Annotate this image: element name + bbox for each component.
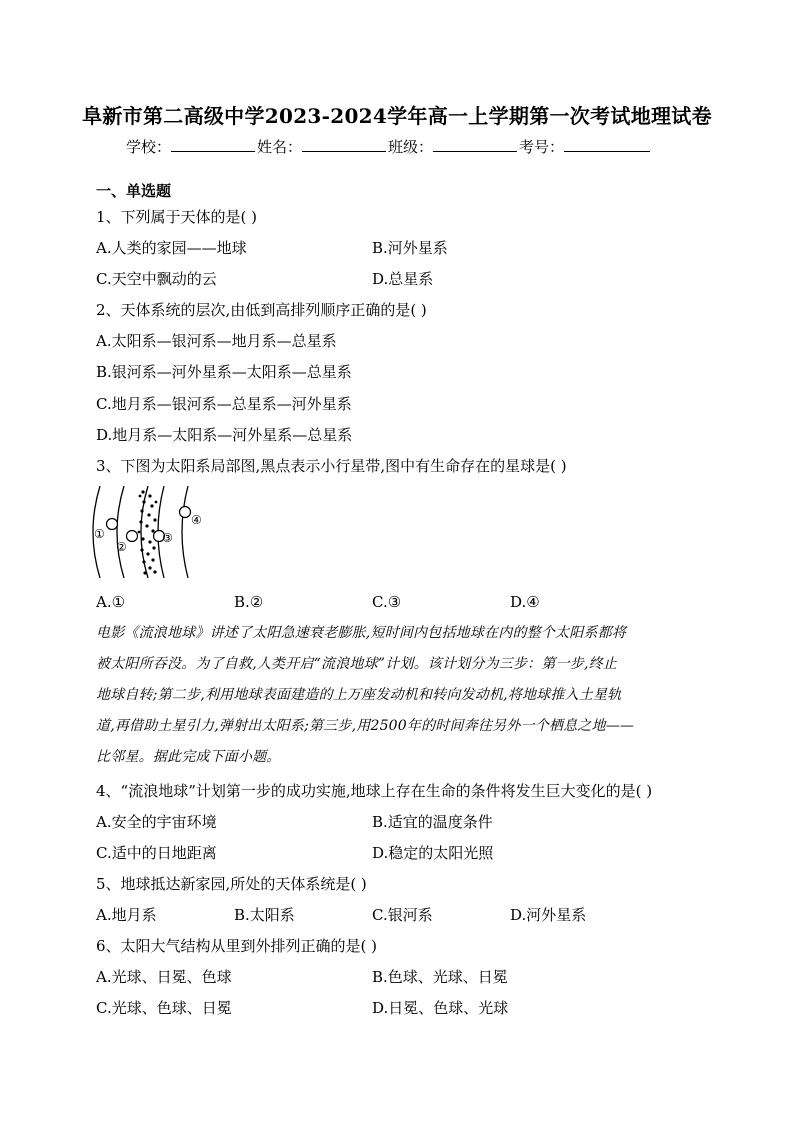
planet-2 [127, 531, 138, 542]
question-5-option-d: D.河外星系 [510, 906, 587, 924]
question-1-option-d: D.总星系 [372, 270, 434, 288]
question-4-option-d: D.稳定的太阳光照 [372, 844, 494, 862]
question-3-option-c: C.③ [372, 593, 402, 611]
question-4-stem: 4、“流浪地球”计划第一步的成功实施,地球上存在生命的条件将发生巨大变化的是( ) [96, 782, 653, 800]
question-1-option-a: A.人类的家园——地球 [96, 239, 247, 257]
question-6-option-b: B.色球、光球、日冕 [372, 968, 508, 986]
planet-1 [107, 519, 118, 530]
question-5-stem: 5、地球抵达新家园,所处的天体系统是( ) [96, 875, 367, 893]
question-6-option-d: D.日冕、色球、光球 [372, 999, 509, 1017]
question-3-option-b: B.② [234, 593, 264, 611]
label-4: ④ [191, 513, 202, 527]
question-2-stem: 2、天体系统的层次,由低到高排列顺序正确的是( ) [96, 301, 427, 319]
question-5-option-b: B.太阳系 [234, 906, 295, 924]
number-label: 考号： [519, 138, 565, 156]
question-4-option-c: C.适中的日地距离 [96, 844, 217, 862]
question-2-option-c: C.地月系—银河系—总星系—河外星系 [96, 395, 352, 413]
question-5-option-a: A.地月系 [96, 906, 157, 924]
passage-line: 道,再借助土星引力,弹射出太阳系;第三步,用2500年的时间奔往另外一个栖息之地—— [96, 718, 635, 734]
label-3: ③ [162, 531, 173, 545]
question-5-option-c: C.银河系 [372, 906, 433, 924]
name-blank[interactable] [302, 136, 386, 152]
passage-line: 比邻星。据此完成下面小题。 [96, 749, 281, 765]
question-6-option-c: C.光球、色球、日冕 [96, 999, 232, 1017]
student-info-line [126, 136, 652, 157]
question-6-stem: 6、太阳大气结构从里到外排列正确的是( ) [96, 937, 378, 955]
question-4-option-a: A.安全的宇宙环境 [96, 813, 217, 831]
asteroid-belt-inner-edge [141, 486, 148, 578]
orbit-2 [117, 486, 124, 578]
passage-line: 被太阳所吞没。为了自救,人类开启“流浪地球”计划。该计划分为三步：第一步,终止 [96, 656, 618, 672]
solar-system-diagram [92, 484, 222, 582]
question-1-stem: 1、下列属于天体的是( ) [96, 208, 258, 226]
class-blank[interactable] [433, 136, 517, 152]
passage-line: 电影《流浪地球》讲述了太阳急速衰老膨胀,短时间内包括地球在内的整个太阳系都将 [96, 625, 627, 641]
question-2-option-a: A.太阳系—银河系—地月系—总星系 [96, 332, 337, 350]
label-1: ① [94, 527, 105, 541]
question-3-option-a: A.① [96, 593, 126, 611]
question-1-option-b: B.河外星系 [372, 239, 448, 257]
question-1-option-c: C.天空中飘动的云 [96, 270, 217, 288]
school-label: 学校： [126, 138, 172, 156]
question-2-option-d: D.地月系—太阳系—河外星系—总星系 [96, 426, 353, 444]
label-2: ② [116, 540, 127, 554]
section-heading: 一、单选题 [96, 182, 172, 200]
class-label: 班级： [388, 138, 434, 156]
question-6-option-a: A.光球、日冕、色球 [96, 968, 232, 986]
passage-line: 地球自转;第二步,利用地球表面建造的上万座发动机和转向发动机,将地球推入土星轨 [96, 687, 622, 703]
orbit-4 [182, 486, 188, 578]
reading-passage [96, 618, 708, 773]
school-blank[interactable] [171, 136, 255, 152]
planet-4 [180, 507, 191, 518]
number-blank[interactable] [564, 136, 650, 152]
question-2-option-b: B.银河系—河外星系—太阳系—总星系 [96, 363, 352, 381]
question-4-option-b: B.适宜的温度条件 [372, 813, 493, 831]
question-3-stem: 3、下图为太阳系局部图,黑点表示小行星带,图中有生命存在的星球是( ) [96, 457, 567, 475]
name-label: 姓名： [257, 138, 303, 156]
question-3-option-d: D.④ [510, 593, 540, 611]
exam-title: 阜新市第二高级中学2023-2024学年高一上学期第一次考试地理试卷 [82, 104, 712, 128]
